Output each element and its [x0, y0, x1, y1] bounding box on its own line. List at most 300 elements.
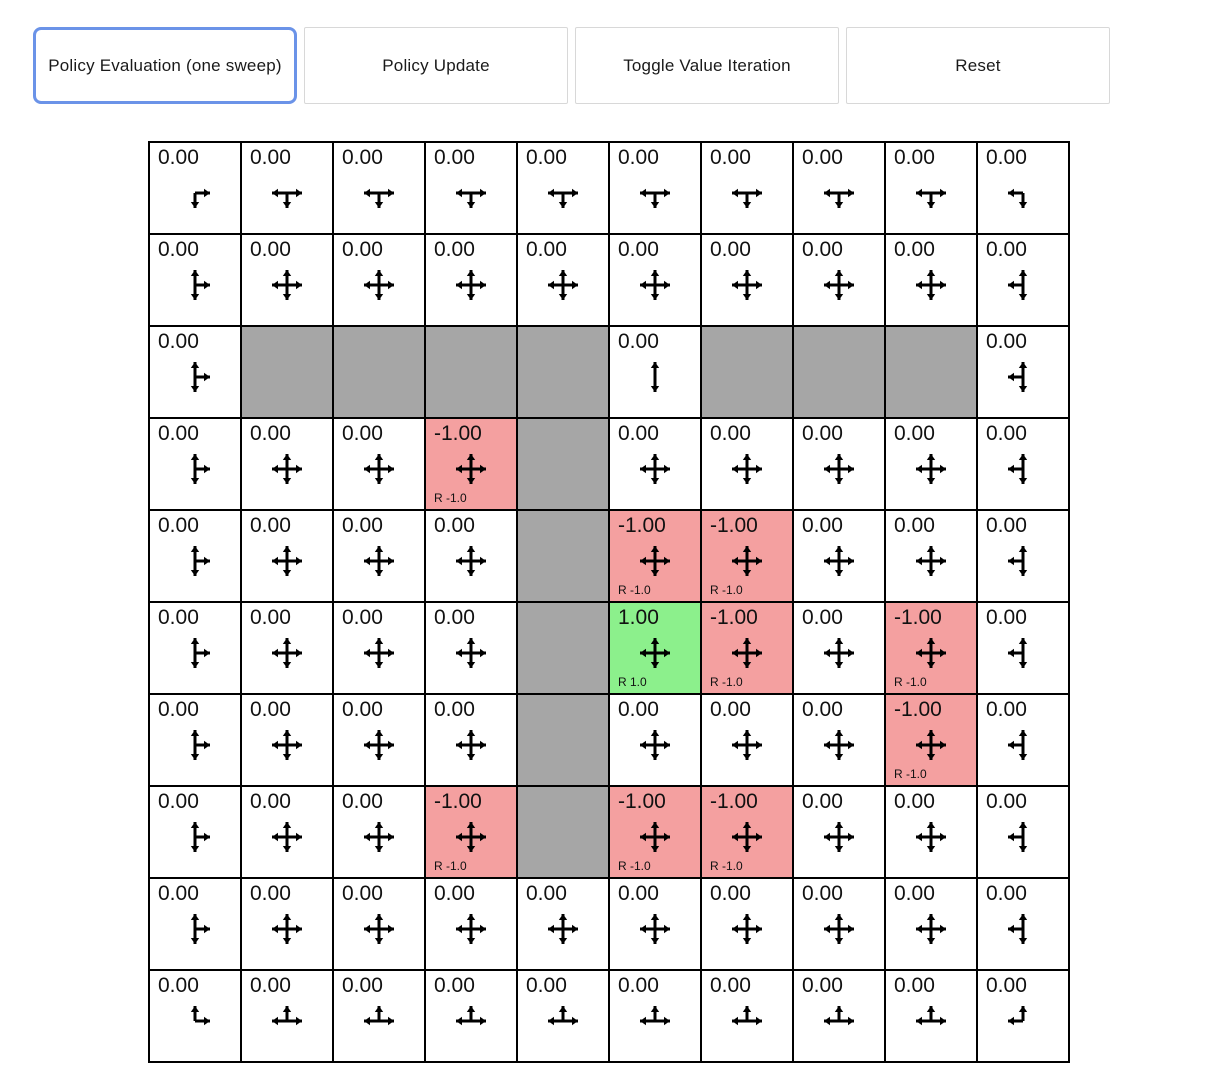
cell-reward-label: R -1.0: [894, 767, 927, 781]
policy-arrows-icon: [426, 629, 516, 677]
cell-value: 0.00: [894, 146, 935, 169]
grid-cell-3-4[interactable]: [517, 418, 609, 510]
cell-value: 0.00: [986, 790, 1027, 813]
grid-cell-7-9[interactable]: [977, 786, 1069, 878]
grid-cell-9-9[interactable]: [977, 970, 1069, 1062]
grid-row: [149, 234, 1069, 326]
gridworld-container: [148, 141, 1070, 1063]
policy-arrows-icon: [886, 997, 976, 1045]
grid-cell-7-3[interactable]: [425, 786, 517, 878]
grid-cell-0-4[interactable]: [517, 142, 609, 234]
toolbar-button-1[interactable]: Policy Update: [304, 27, 568, 104]
policy-arrows-icon: [610, 905, 700, 953]
grid-cell-4-5[interactable]: [609, 510, 701, 602]
grid-cell-9-8[interactable]: [885, 970, 977, 1062]
policy-arrows-icon: [886, 445, 976, 493]
policy-arrows-icon: [150, 169, 240, 217]
grid-row: [149, 142, 1069, 234]
policy-arrows-icon: [518, 905, 608, 953]
cell-value: -1.00: [434, 422, 482, 445]
grid-cell-6-5[interactable]: [609, 694, 701, 786]
policy-arrows-icon: [334, 169, 424, 217]
gridworld-table: [148, 141, 1070, 1063]
policy-arrows-icon: [150, 353, 240, 401]
policy-arrows-icon: [242, 813, 332, 861]
grid-cell-6-0[interactable]: [149, 694, 241, 786]
cell-value: 0.00: [618, 146, 659, 169]
policy-arrows-icon: [702, 169, 792, 217]
grid-cell-7-5[interactable]: [609, 786, 701, 878]
cell-value: 0.00: [434, 238, 475, 261]
grid-cell-6-2[interactable]: [333, 694, 425, 786]
policy-arrows-icon: [242, 629, 332, 677]
policy-arrows-icon: [150, 721, 240, 769]
grid-cell-5-8[interactable]: [885, 602, 977, 694]
grid-cell-7-8[interactable]: [885, 786, 977, 878]
cell-value: 0.00: [250, 146, 291, 169]
grid-cell-3-6[interactable]: [701, 418, 793, 510]
cell-value: 0.00: [894, 790, 935, 813]
grid-cell-8-4[interactable]: [517, 878, 609, 970]
policy-arrows-icon: [794, 445, 884, 493]
policy-arrows-icon: [794, 813, 884, 861]
policy-arrows-icon: [334, 997, 424, 1045]
grid-cell-6-7[interactable]: [793, 694, 885, 786]
policy-arrows-icon: [702, 537, 792, 585]
policy-arrows-icon: [426, 721, 516, 769]
cell-value: 0.00: [618, 882, 659, 905]
cell-reward-label: R -1.0: [710, 583, 743, 597]
cell-value: 0.00: [986, 882, 1027, 905]
grid-cell-2-9[interactable]: [977, 326, 1069, 418]
cell-value: 0.00: [894, 238, 935, 261]
cell-value: 0.00: [618, 974, 659, 997]
cell-value: 0.00: [158, 606, 199, 629]
cell-value: 0.00: [710, 422, 751, 445]
cell-value: -1.00: [618, 514, 666, 537]
cell-value: 1.00: [618, 606, 659, 629]
cell-value: 0.00: [158, 514, 199, 537]
grid-cell-4-2[interactable]: [333, 510, 425, 602]
policy-arrows-icon: [334, 629, 424, 677]
cell-value: 0.00: [894, 422, 935, 445]
grid-cell-9-6[interactable]: [701, 970, 793, 1062]
cell-value: 0.00: [250, 238, 291, 261]
cell-value: 0.00: [158, 330, 199, 353]
policy-arrows-icon: [886, 721, 976, 769]
cell-value: 0.00: [158, 698, 199, 721]
grid-cell-9-5[interactable]: [609, 970, 701, 1062]
cell-value: 0.00: [986, 238, 1027, 261]
cell-value: -1.00: [894, 698, 942, 721]
cell-reward-label: R -1.0: [434, 859, 467, 873]
grid-cell-3-8[interactable]: [885, 418, 977, 510]
policy-arrows-icon: [610, 721, 700, 769]
grid-cell-3-2[interactable]: [333, 418, 425, 510]
cell-value: 0.00: [710, 698, 751, 721]
cell-value: 0.00: [158, 974, 199, 997]
cell-value: 0.00: [158, 238, 199, 261]
grid-cell-1-3[interactable]: [425, 234, 517, 326]
cell-value: 0.00: [342, 146, 383, 169]
policy-arrows-icon: [978, 813, 1068, 861]
cell-value: 0.00: [618, 330, 659, 353]
cell-value: 0.00: [526, 974, 567, 997]
grid-cell-7-2[interactable]: [333, 786, 425, 878]
grid-cell-7-6[interactable]: [701, 786, 793, 878]
grid-cell-5-2[interactable]: [333, 602, 425, 694]
grid-cell-7-1[interactable]: [241, 786, 333, 878]
grid-cell-9-7[interactable]: [793, 970, 885, 1062]
grid-cell-0-1[interactable]: [241, 142, 333, 234]
grid-cell-0-3[interactable]: [425, 142, 517, 234]
policy-arrows-icon: [886, 905, 976, 953]
policy-arrows-icon: [150, 537, 240, 585]
policy-arrows-icon: [794, 169, 884, 217]
cell-value: 0.00: [342, 422, 383, 445]
policy-arrows-icon: [426, 169, 516, 217]
grid-cell-7-4[interactable]: [517, 786, 609, 878]
cell-value: -1.00: [710, 790, 758, 813]
policy-arrows-icon: [150, 445, 240, 493]
grid-cell-0-9[interactable]: [977, 142, 1069, 234]
cell-value: 0.00: [986, 514, 1027, 537]
control-toolbar: [33, 27, 1110, 104]
cell-value: 0.00: [894, 882, 935, 905]
policy-arrows-icon: [978, 905, 1068, 953]
grid-cell-8-7[interactable]: [793, 878, 885, 970]
grid-cell-3-0[interactable]: [149, 418, 241, 510]
grid-row: [149, 602, 1069, 694]
cell-value: 0.00: [526, 882, 567, 905]
grid-cell-5-6[interactable]: [701, 602, 793, 694]
policy-arrows-icon: [978, 721, 1068, 769]
grid-cell-5-1[interactable]: [241, 602, 333, 694]
policy-arrows-icon: [886, 813, 976, 861]
policy-arrows-icon: [794, 997, 884, 1045]
policy-arrows-icon: [978, 629, 1068, 677]
grid-cell-7-7[interactable]: [793, 786, 885, 878]
policy-arrows-icon: [150, 905, 240, 953]
grid-cell-0-0[interactable]: [149, 142, 241, 234]
grid-cell-2-1[interactable]: [241, 326, 333, 418]
grid-cell-2-7[interactable]: [793, 326, 885, 418]
grid-cell-4-4[interactable]: [517, 510, 609, 602]
cell-reward-label: R -1.0: [710, 859, 743, 873]
cell-value: 0.00: [986, 974, 1027, 997]
cell-value: 0.00: [158, 146, 199, 169]
cell-value: 0.00: [802, 514, 843, 537]
cell-value: 0.00: [250, 606, 291, 629]
cell-value: -1.00: [618, 790, 666, 813]
grid-row: [149, 878, 1069, 970]
grid-cell-0-6[interactable]: [701, 142, 793, 234]
cell-value: 0.00: [434, 882, 475, 905]
grid-row: [149, 786, 1069, 878]
grid-cell-3-7[interactable]: [793, 418, 885, 510]
cell-value: 0.00: [710, 882, 751, 905]
policy-arrows-icon: [702, 721, 792, 769]
grid-cell-9-1[interactable]: [241, 970, 333, 1062]
grid-cell-2-4[interactable]: [517, 326, 609, 418]
policy-arrows-icon: [242, 997, 332, 1045]
cell-value: 0.00: [342, 790, 383, 813]
policy-arrows-icon: [702, 629, 792, 677]
cell-value: 0.00: [158, 882, 199, 905]
cell-value: 0.00: [158, 790, 199, 813]
grid-cell-4-9[interactable]: [977, 510, 1069, 602]
policy-arrows-icon: [426, 261, 516, 309]
cell-value: 0.00: [250, 422, 291, 445]
cell-value: 0.00: [250, 882, 291, 905]
grid-cell-5-9[interactable]: [977, 602, 1069, 694]
cell-value: 0.00: [618, 698, 659, 721]
policy-arrows-icon: [242, 169, 332, 217]
grid-cell-0-7[interactable]: [793, 142, 885, 234]
grid-cell-1-0[interactable]: [149, 234, 241, 326]
grid-cell-1-9[interactable]: [977, 234, 1069, 326]
grid-cell-6-9[interactable]: [977, 694, 1069, 786]
grid-cell-6-8[interactable]: [885, 694, 977, 786]
policy-arrows-icon: [334, 537, 424, 585]
cell-value: 0.00: [986, 698, 1027, 721]
policy-arrows-icon: [426, 813, 516, 861]
cell-reward-label: R 1.0: [618, 675, 647, 689]
cell-value: 0.00: [710, 974, 751, 997]
policy-arrows-icon: [794, 905, 884, 953]
cell-reward-label: R -1.0: [894, 675, 927, 689]
policy-arrows-icon: [978, 537, 1068, 585]
cell-reward-label: R -1.0: [434, 491, 467, 505]
policy-arrows-icon: [886, 629, 976, 677]
cell-value: 0.00: [986, 606, 1027, 629]
policy-arrows-icon: [242, 905, 332, 953]
toolbar-button-3[interactable]: Reset: [846, 27, 1110, 104]
toolbar-button-0[interactable]: Policy Evaluation (one sweep): [33, 27, 297, 104]
cell-value: 0.00: [526, 146, 567, 169]
grid-cell-3-1[interactable]: [241, 418, 333, 510]
grid-cell-0-5[interactable]: [609, 142, 701, 234]
cell-value: 0.00: [342, 698, 383, 721]
cell-value: 0.00: [250, 790, 291, 813]
grid-row: [149, 694, 1069, 786]
policy-arrows-icon: [334, 721, 424, 769]
cell-value: -1.00: [894, 606, 942, 629]
grid-cell-5-7[interactable]: [793, 602, 885, 694]
policy-arrows-icon: [150, 629, 240, 677]
cell-value: 0.00: [342, 882, 383, 905]
grid-cell-6-1[interactable]: [241, 694, 333, 786]
grid-cell-5-5[interactable]: [609, 602, 701, 694]
grid-cell-7-0[interactable]: [149, 786, 241, 878]
grid-cell-2-6[interactable]: [701, 326, 793, 418]
cell-value: -1.00: [434, 790, 482, 813]
cell-value: 0.00: [250, 514, 291, 537]
grid-cell-9-2[interactable]: [333, 970, 425, 1062]
grid-cell-1-1[interactable]: [241, 234, 333, 326]
policy-arrows-icon: [426, 537, 516, 585]
grid-cell-9-3[interactable]: [425, 970, 517, 1062]
grid-row: [149, 326, 1069, 418]
policy-arrows-icon: [978, 169, 1068, 217]
grid-cell-5-0[interactable]: [149, 602, 241, 694]
grid-cell-8-6[interactable]: [701, 878, 793, 970]
cell-value: 0.00: [434, 974, 475, 997]
grid-cell-1-7[interactable]: [793, 234, 885, 326]
grid-cell-6-4[interactable]: [517, 694, 609, 786]
grid-row: [149, 510, 1069, 602]
grid-cell-1-6[interactable]: [701, 234, 793, 326]
policy-arrows-icon: [794, 537, 884, 585]
cell-reward-label: R -1.0: [618, 583, 651, 597]
cell-value: 0.00: [526, 238, 567, 261]
policy-arrows-icon: [794, 261, 884, 309]
policy-arrows-icon: [242, 537, 332, 585]
grid-cell-8-8[interactable]: [885, 878, 977, 970]
grid-cell-9-0[interactable]: [149, 970, 241, 1062]
grid-cell-5-4[interactable]: [517, 602, 609, 694]
grid-cell-8-9[interactable]: [977, 878, 1069, 970]
grid-cell-1-5[interactable]: [609, 234, 701, 326]
cell-value: 0.00: [802, 790, 843, 813]
policy-arrows-icon: [702, 261, 792, 309]
policy-arrows-icon: [518, 261, 608, 309]
policy-arrows-icon: [702, 997, 792, 1045]
grid-cell-2-2[interactable]: [333, 326, 425, 418]
cell-value: 0.00: [158, 422, 199, 445]
grid-cell-2-0[interactable]: [149, 326, 241, 418]
policy-arrows-icon: [610, 813, 700, 861]
policy-arrows-icon: [150, 813, 240, 861]
policy-arrows-icon: [334, 905, 424, 953]
grid-cell-1-2[interactable]: [333, 234, 425, 326]
policy-arrows-icon: [886, 261, 976, 309]
cell-value: 0.00: [618, 422, 659, 445]
grid-cell-1-8[interactable]: [885, 234, 977, 326]
cell-value: 0.00: [986, 330, 1027, 353]
cell-value: 0.00: [250, 698, 291, 721]
grid-cell-8-5[interactable]: [609, 878, 701, 970]
cell-value: 0.00: [894, 514, 935, 537]
cell-value: 0.00: [434, 514, 475, 537]
policy-arrows-icon: [978, 997, 1068, 1045]
cell-value: 0.00: [802, 882, 843, 905]
grid-cell-3-9[interactable]: [977, 418, 1069, 510]
cell-value: 0.00: [342, 514, 383, 537]
cell-value: -1.00: [710, 606, 758, 629]
cell-value: 0.00: [986, 422, 1027, 445]
grid-cell-0-2[interactable]: [333, 142, 425, 234]
cell-value: 0.00: [802, 146, 843, 169]
grid-cell-8-1[interactable]: [241, 878, 333, 970]
policy-arrows-icon: [702, 905, 792, 953]
policy-arrows-icon: [426, 445, 516, 493]
cell-value: 0.00: [710, 146, 751, 169]
cell-reward-label: R -1.0: [710, 675, 743, 689]
policy-arrows-icon: [886, 169, 976, 217]
grid-cell-8-2[interactable]: [333, 878, 425, 970]
policy-arrows-icon: [610, 997, 700, 1045]
policy-arrows-icon: [610, 261, 700, 309]
grid-cell-8-3[interactable]: [425, 878, 517, 970]
policy-arrows-icon: [518, 997, 608, 1045]
policy-arrows-icon: [978, 353, 1068, 401]
grid-cell-2-5[interactable]: [609, 326, 701, 418]
policy-arrows-icon: [242, 261, 332, 309]
cell-value: 0.00: [250, 974, 291, 997]
grid-cell-5-3[interactable]: [425, 602, 517, 694]
grid-cell-9-4[interactable]: [517, 970, 609, 1062]
policy-arrows-icon: [426, 905, 516, 953]
grid-cell-6-6[interactable]: [701, 694, 793, 786]
cell-value: 0.00: [342, 974, 383, 997]
policy-arrows-icon: [794, 629, 884, 677]
policy-arrows-icon: [334, 813, 424, 861]
grid-cell-3-3[interactable]: [425, 418, 517, 510]
toolbar-button-2[interactable]: Toggle Value Iteration: [575, 27, 839, 104]
grid-cell-8-0[interactable]: [149, 878, 241, 970]
cell-value: 0.00: [710, 238, 751, 261]
cell-reward-label: R -1.0: [618, 859, 651, 873]
grid-row: [149, 970, 1069, 1062]
grid-cell-4-3[interactable]: [425, 510, 517, 602]
grid-cell-4-7[interactable]: [793, 510, 885, 602]
cell-value: 0.00: [802, 698, 843, 721]
cell-value: 0.00: [802, 974, 843, 997]
policy-arrows-icon: [978, 445, 1068, 493]
cell-value: 0.00: [986, 146, 1027, 169]
grid-row: [149, 418, 1069, 510]
policy-arrows-icon: [610, 629, 700, 677]
cell-value: 0.00: [802, 606, 843, 629]
grid-cell-1-4[interactable]: [517, 234, 609, 326]
policy-arrows-icon: [794, 721, 884, 769]
cell-value: 0.00: [802, 238, 843, 261]
policy-arrows-icon: [242, 445, 332, 493]
policy-arrows-icon: [978, 261, 1068, 309]
policy-arrows-icon: [610, 353, 700, 401]
grid-cell-0-8[interactable]: [885, 142, 977, 234]
grid-cell-4-0[interactable]: [149, 510, 241, 602]
policy-arrows-icon: [334, 445, 424, 493]
cell-value: 0.00: [802, 422, 843, 445]
cell-value: -1.00: [710, 514, 758, 537]
cell-value: 0.00: [618, 238, 659, 261]
policy-arrows-icon: [150, 261, 240, 309]
grid-cell-2-8[interactable]: [885, 326, 977, 418]
policy-arrows-icon: [610, 169, 700, 217]
grid-cell-4-8[interactable]: [885, 510, 977, 602]
policy-arrows-icon: [702, 813, 792, 861]
grid-cell-6-3[interactable]: [425, 694, 517, 786]
cell-value: 0.00: [342, 238, 383, 261]
policy-arrows-icon: [426, 997, 516, 1045]
policy-arrows-icon: [610, 445, 700, 493]
policy-arrows-icon: [242, 721, 332, 769]
grid-cell-4-6[interactable]: [701, 510, 793, 602]
policy-arrows-icon: [702, 445, 792, 493]
grid-cell-4-1[interactable]: [241, 510, 333, 602]
grid-cell-2-3[interactable]: [425, 326, 517, 418]
policy-arrows-icon: [518, 169, 608, 217]
cell-value: 0.00: [434, 606, 475, 629]
policy-arrows-icon: [334, 261, 424, 309]
cell-value: 0.00: [342, 606, 383, 629]
cell-value: 0.00: [434, 146, 475, 169]
policy-arrows-icon: [610, 537, 700, 585]
cell-value: 0.00: [894, 974, 935, 997]
grid-cell-3-5[interactable]: [609, 418, 701, 510]
